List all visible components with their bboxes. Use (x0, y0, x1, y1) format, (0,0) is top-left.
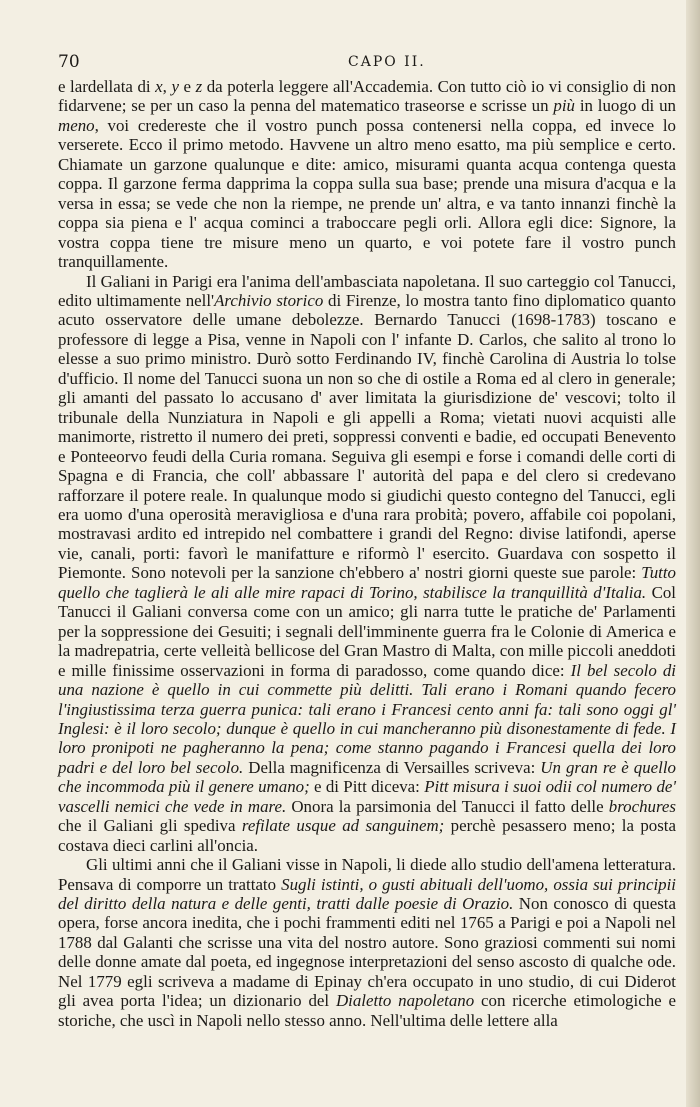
page-header (58, 52, 678, 76)
text-run: di Firenze, lo mostra tanto fino diplomatico quanto acuto osservatore delle umane debolezze. Bernardo Tanucci (1698-1783) toscano e professore di legge a Pisa, venne in Napoli con l' infante D. Carlos, che salito al trono lo elesse a suo primo ministro. Durò sotto Ferdinando IV, finchè Carolina di Austria lo tolse d'ufficio. Il nome del Tanucci suona un non so che di ostile a Roma ed al clero in generale; gli amanti del passato lo accusano d' aver limitata la giurisdizione de' vescovi; tolto il tribunale della Nunziatura in Napoli e gli appelli a Roma; vietati nuovi acquisti alle manimorte, ristretto il numero dei preti, soppressi conventi e badie, ed occupati Benevento e Ponteeorvo feudi della Curia romana. Seguiva gli esempi e forse i comandi delle corti di Spagna e di Francia, che coll' abbassare l' autorità del papa e del clero si credevano rafforzare il potere reale. In qualunque modo si giudichi questo contegno del Tanucci, egli era uomo d'una operosità meravigliosa e d'una rara probità; povero, affabile coi popolani, mostravasi ardito ed intrepido nel combattere i grandi del Regno: divise latifondi, aperse vie, canali, porti: favorì le manifatture e riformò l' esercito. Guardava con sospetto il Piemonte. Sono notevoli per la sanzione ch'ebbero a' nostri giorni queste sue parole: (58, 290, 676, 583)
italic-text: Tutto quello che taglierà le ali alle mire rapaci di Torino, stabilisce la tranquillità d'Italia. (58, 563, 676, 602)
italic-text: più (553, 96, 575, 116)
italic-text: Pitt misura i suoi odii col numero de' vascelli nemici che vede in mare. (58, 777, 676, 816)
text-run: e (178, 77, 196, 96)
paragraph (58, 272, 676, 856)
italic-text: Sugli istinti, o gusti abituali dell'uomo, ossia sui principii del diritto della natura e delle genti, tratti dalle poesie di Orazio. (58, 874, 677, 914)
text-run: Non conosco di questa opera, forse ancora inedita, che i pochi frammenti editi nel 1765 a Parigi e poi a Napoli nel 1788 dal Galanti che scrisse una vita del nostro autore. Sono graziosi commenti sui nomi delle donne amate dal poeta, ed ingegnose interpretazioni del senso ascosto di qualche ode. Nel 1779 egli scriveva a madame di Epinay ch'era occupato in uno studio, di cui Diderot gli avea porta l'idea; un dizionario del (58, 894, 676, 1011)
paragraph (58, 77, 676, 272)
italic-text: Un gran re è quello che incommoda più il genere umano; (58, 757, 677, 797)
page-edge (686, 0, 700, 1107)
text-run: Della magnificenza di Versailles scriveva: (243, 757, 541, 777)
italic-text: meno (58, 115, 95, 135)
italic-text: Dialetto napoletano (335, 991, 475, 1011)
text-run: Gli ultimi anni che il Galiani visse in Napoli, li diede allo studio dell'amena letteratura. Pensava di comporre un trattato (58, 855, 676, 894)
text-run: in luogo di un (574, 96, 676, 116)
italic-text: x (155, 77, 163, 96)
text-run: Il Galiani in Parigi era l'anima dell'ambasciata napoletana. Il suo carteggio col Tanucci, edito ultimamente nell' (58, 271, 676, 310)
text-run: e di Pitt diceva: (309, 777, 425, 797)
page-number: 70 (58, 52, 80, 72)
italic-text: Archivio storico (214, 290, 324, 310)
italic-text: refilate usque ad sanguinem; (241, 816, 445, 836)
italic-text: Il bel secolo di una nazione è quello in cui commette più delitti. Tali erano i Romani quando fecero l'ingiustissima terza guerra punica: tali erano i Francesi cento anni fa: tali sono oggi gl' Inglesi: è il loro secolo; dunque è quello in cui mancheranno più disonestamente di fede. I loro pronipoti ne pagheranno la pena; come stanno pagando i Francesi quella dei loro padri e del loro bel secolo. (58, 660, 676, 777)
paragraph (58, 855, 676, 1030)
running-head: CAPO II. (348, 54, 426, 70)
text-run: , (162, 77, 172, 96)
text-run: con ricerche etimologiche e storiche, che uscì in Napoli nello stesso anno. Nell'ultima delle lettere alla (58, 991, 676, 1030)
text-run: Onora la parsimonia del Tanucci il fatto delle (286, 796, 609, 816)
text-run: che il Galiani gli spediva (58, 816, 242, 836)
text-run: da poterla leggere all'Accademia. Con tutto ciò io vi consiglio di non fidarvene; se per un caso la penna del matematico traseorse e scrisse un (58, 77, 676, 116)
italic-text: y (171, 77, 179, 96)
text-run: perchè pesassero meno; la posta costava dieci carlini all'oncia. (58, 816, 676, 855)
text-run: Col Tanucci il Galiani conversa come con un amico; gli narra tutte le pratiche de' Parlamenti per la soppressione dei Gesuiti; i segnali dell'imminente guerra fra le Colonie di America e la madrepatria, certe velleità bellicose del Gran Mastro di Malta, con mille piccoli aneddoti e mille finissime osservazioni in forma di paradosso, come quando dice: (58, 582, 676, 680)
italic-text: z (195, 77, 203, 96)
italic-text: brochures (608, 796, 676, 816)
text-run: , voi credereste che il vostro punch possa contenersi nella coppa, ed invece lo verserete. Ecco il primo metodo. Havvene un altro meno esatto, ma più semplice e certo. Chiamate un garzone qualunque e dite: amico, misurami quanta acqua contenga questa coppa. Il garzone ferma dapprima la coppa sulla sua base; prende una misura d'acqua e la versa in essa; se vede che non la riempe, ne prende un' altra, e va tanto innanzi finchè la coppa sia piena e l' acqua cominci a traboccare pegli orli. Allora egli dice: Signore, la vostra coppa tiene tre misure meno un quarto, e voi potete fare il vostro punch tranquillamente. (58, 115, 676, 272)
text-run: e lardellata di (58, 77, 156, 96)
body-text (58, 77, 676, 1030)
